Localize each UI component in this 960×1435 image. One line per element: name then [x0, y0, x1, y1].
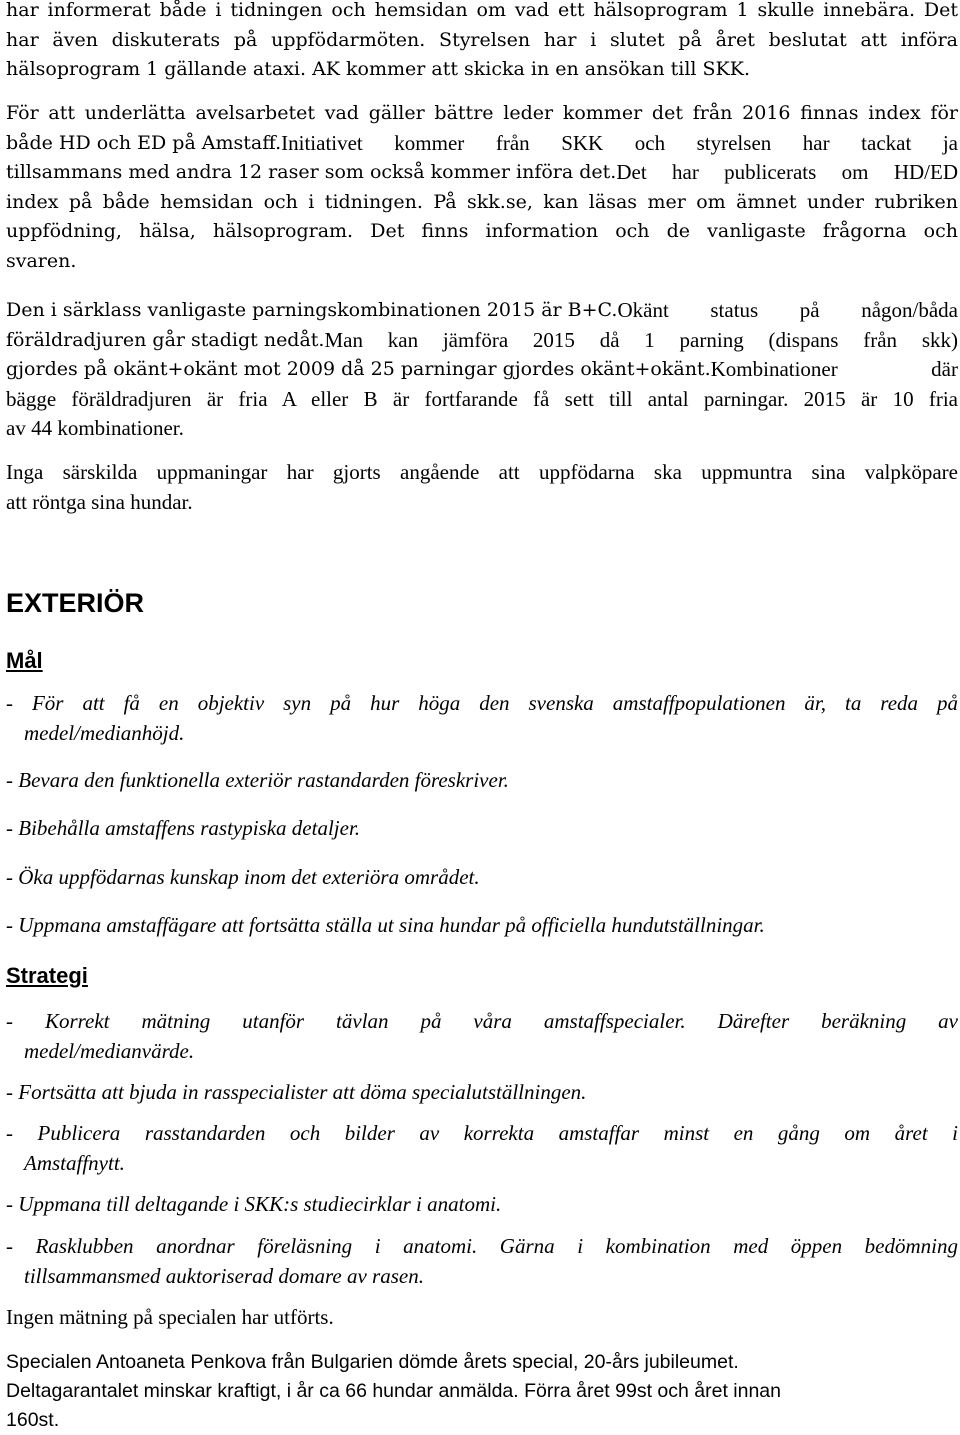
- strategy-item: [6, 1118, 958, 1178]
- strategy-item: [6, 1189, 958, 1219]
- text-line: bägge föräldradjuren är fria A eller B är fortfarande få sett till antal parningar. 2015 är 10 fria: [6, 386, 958, 411]
- list-item: - Fortsätta att bjuda in rasspecialister att döma specialutställningen.: [6, 1080, 587, 1104]
- text-line: 160st.: [6, 1409, 60, 1431]
- goal-item: [6, 862, 958, 892]
- section-title-exterior: EXTERIÖR: [6, 588, 145, 618]
- list-item: medel/medianvärde.: [24, 1039, 195, 1063]
- text-line: index på både hemsidan och i tidningen. På skk.se, kan läsas mer om ämnet under rubriken: [6, 190, 958, 213]
- text-line: Deltagarantalet minskar kraftigt, i år ca 66 hundar anmälda. Förra året 99st och året innan: [6, 1380, 781, 1402]
- list-item: Amstaffnytt.: [24, 1151, 125, 1175]
- text-line: Det har publicerats om HD/ED: [616, 160, 958, 184]
- list-item: - Rasklubben anordnar föreläsning i anatomi. Gärna i kombination med öppen bedömning: [6, 1234, 958, 1258]
- goals-list: [6, 688, 958, 748]
- paragraph-no-measurement: [6, 1302, 958, 1332]
- list-item: - Uppmana amstaffägare att fortsätta ställa ut sina hundar på officiella hundutställningar.: [6, 913, 765, 937]
- text-line: har även diskuterats på uppfödarmöten. Styrelsen har i slutet på året beslutat att införa: [6, 28, 958, 51]
- goals-heading: Mål: [6, 648, 43, 673]
- text-line: av 44 kombinationer.: [6, 416, 184, 440]
- list-item: - Öka uppfödarnas kunskap inom det exteriöra området.: [6, 865, 480, 889]
- text-line: tillsammans med andra 12 raser som också kommer införa det.: [6, 161, 617, 183]
- text-line: gjordes på okänt+okänt mot 2009 då 25 parningar gjordes okänt+okänt.: [6, 358, 711, 380]
- strategy-heading: Strategi: [6, 963, 88, 988]
- text-line: Okänt status på någon/båda: [617, 298, 958, 322]
- paragraph-special-show: [6, 1348, 958, 1435]
- text-line: uppfödning, hälsa, hälsoprogram. Det finns information och de vanligaste frågorna och: [6, 220, 958, 242]
- text-line: För att underlätta avelsarbetet vad gäller bättre leder kommer det från 2016 finnas index för: [6, 102, 958, 124]
- list-item: - För att få en objektiv syn på hur höga den svenska amstaffpopulationen är, ta reda på: [6, 691, 958, 715]
- list-item: - Bevara den funktionella exteriör rastandarden föreskriver.: [6, 768, 509, 792]
- text-line: Ingen mätning på specialen har utförts.: [6, 1305, 334, 1329]
- paragraph-hd-ed-index: [6, 99, 958, 276]
- list-item: - Bibehålla amstaffens rastypiska detaljer.: [6, 816, 361, 840]
- text-line: att röntga sina hundar.: [6, 490, 193, 514]
- text-line: föräldradjuren går stadigt nedåt.: [6, 328, 325, 351]
- text-line: Inga särskilda uppmaningar har gjorts angående att uppfödarna ska uppmuntra sina valpköpare: [6, 460, 958, 484]
- list-item: medel/medianhöjd.: [24, 721, 185, 745]
- list-item: - Publicera rasstandarden och bilder av korrekta amstaffar minst en gång om året i: [6, 1121, 958, 1145]
- strategy-item: [6, 1006, 958, 1066]
- text-line: svaren.: [6, 249, 77, 272]
- strategy-item: [6, 1077, 958, 1107]
- list-item: - Korrekt mätning utanför tävlan på våra amstaffspecialer. Därefter beräkning av: [6, 1009, 958, 1033]
- paragraph-mating-combinations: [6, 296, 958, 444]
- paragraph-xray-encouragement: [6, 457, 958, 517]
- text-line: Man kan jämföra 2015 då 1 parning (dispans från skk): [324, 327, 958, 352]
- strategy-item: [6, 1231, 958, 1291]
- text-line: Kombinationer där: [710, 357, 958, 381]
- paragraph-health-program: [6, 0, 958, 85]
- goal-item: [6, 910, 958, 940]
- text-line: Specialen Antoaneta Penkova från Bulgarien dömde årets special, 20-års jubileumet.: [6, 1351, 739, 1373]
- text-line: hälsoprogram 1 gällande ataxi. AK kommer att skicka in en ansökan till SKK.: [6, 58, 750, 80]
- list-item: tillsammansmed auktoriserad domare av rasen.: [24, 1264, 424, 1288]
- text-line: har informerat både i tidningen och hemsidan om vad ett hälsoprogram 1 skulle innebära. Det: [6, 0, 958, 21]
- text-line: Den i särklass vanligaste parningskombinationen 2015 är B+C.: [6, 299, 618, 321]
- goal-item: [6, 813, 958, 843]
- text-line: Initiativet kommer från SKK och styrelsen har tackat ja: [281, 130, 958, 155]
- goal-item: [6, 765, 958, 795]
- text-line: både HD och ED på Amstaff.: [6, 131, 282, 154]
- list-item: - Uppmana till deltagande i SKK:s studiecirklar i anatomi.: [6, 1192, 502, 1216]
